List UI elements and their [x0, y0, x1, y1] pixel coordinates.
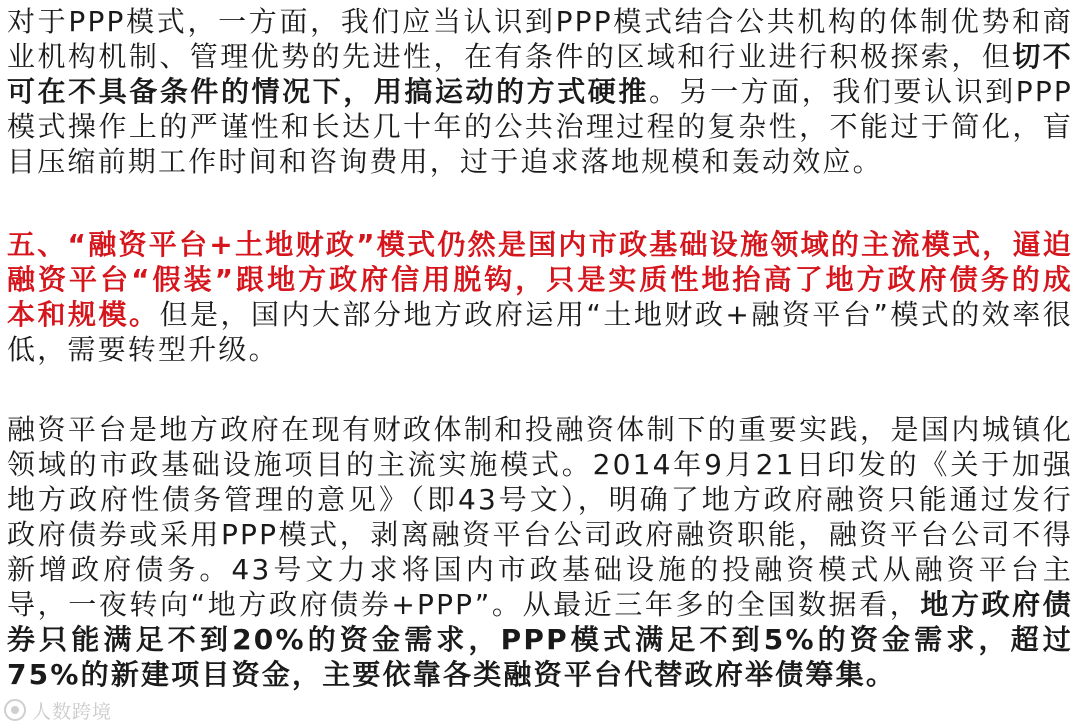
p1-text-1: 对于PPP模式，一方面，我们应当认识到PPP模式结合公共机构的体制优势和商业机构机制、管理优势的先进性，在有条件的区域和行业进行积极探索，但: [7, 5, 1073, 73]
paragraph-financing-platform: [7, 412, 1073, 692]
p3-text-1: 融资平台是地方政府在现有财政体制和投融资体制下的重要实践，是国内城镇化领域的市政基础设施项目的主流实施模式。2014年9月21日印发的《关于加强地方政府性债务管理的意见》（即43号文），明确了地方政府融资只能通过发行政府债券或采用PPP模式，剥离融资平台公司政府融资职能，融资平台公司不得新增政府债务。43号文力求将国内市政基础设施的投融资模式从融资平台主导，一夜转向“地方政府债券+PPP”。从最近三年多的全国数据看，: [7, 413, 1073, 621]
p2-text-1: 但是，国内大部分地方政府运用“土地财政+融资平台”模式的效率很低，需要转型升级。: [7, 298, 1073, 366]
p3-bold-text: 地方政府债券只能满足不到20%的资金需求，PPP模式满足不到5%的资金需求，超过75%的新建项目资金，主要依靠各类融资平台代替政府举债筹集。: [7, 588, 1073, 691]
paragraph-ppp-mode: [7, 4, 1073, 179]
paragraph-section-five: [7, 227, 1073, 367]
p1-text-2: 。另一方面，我们要认识到PPP模式操作上的严谨性和长达几十年的公共治理过程的复杂性，不能过于简化，盲目压缩前期工作时间和咨询费用，过于追求落地规模和轰动效应。: [7, 75, 1074, 178]
watermark-text: 人数跨境: [32, 700, 113, 723]
section-five-heading: 五、“融资平台+土地财政”模式仍然是国内市政基础设施领域的主流模式，逼迫融资平台“假装”跟地方政府信用脱钩，只是实质性地抬高了地方政府债务的成本和规模。: [7, 228, 1073, 331]
watermark-logo-icon: [4, 699, 26, 721]
watermark: [4, 696, 112, 724]
p1-bold-text: 切不可在不具备条件的情况下，用搞运动的方式硬推: [7, 40, 1073, 108]
